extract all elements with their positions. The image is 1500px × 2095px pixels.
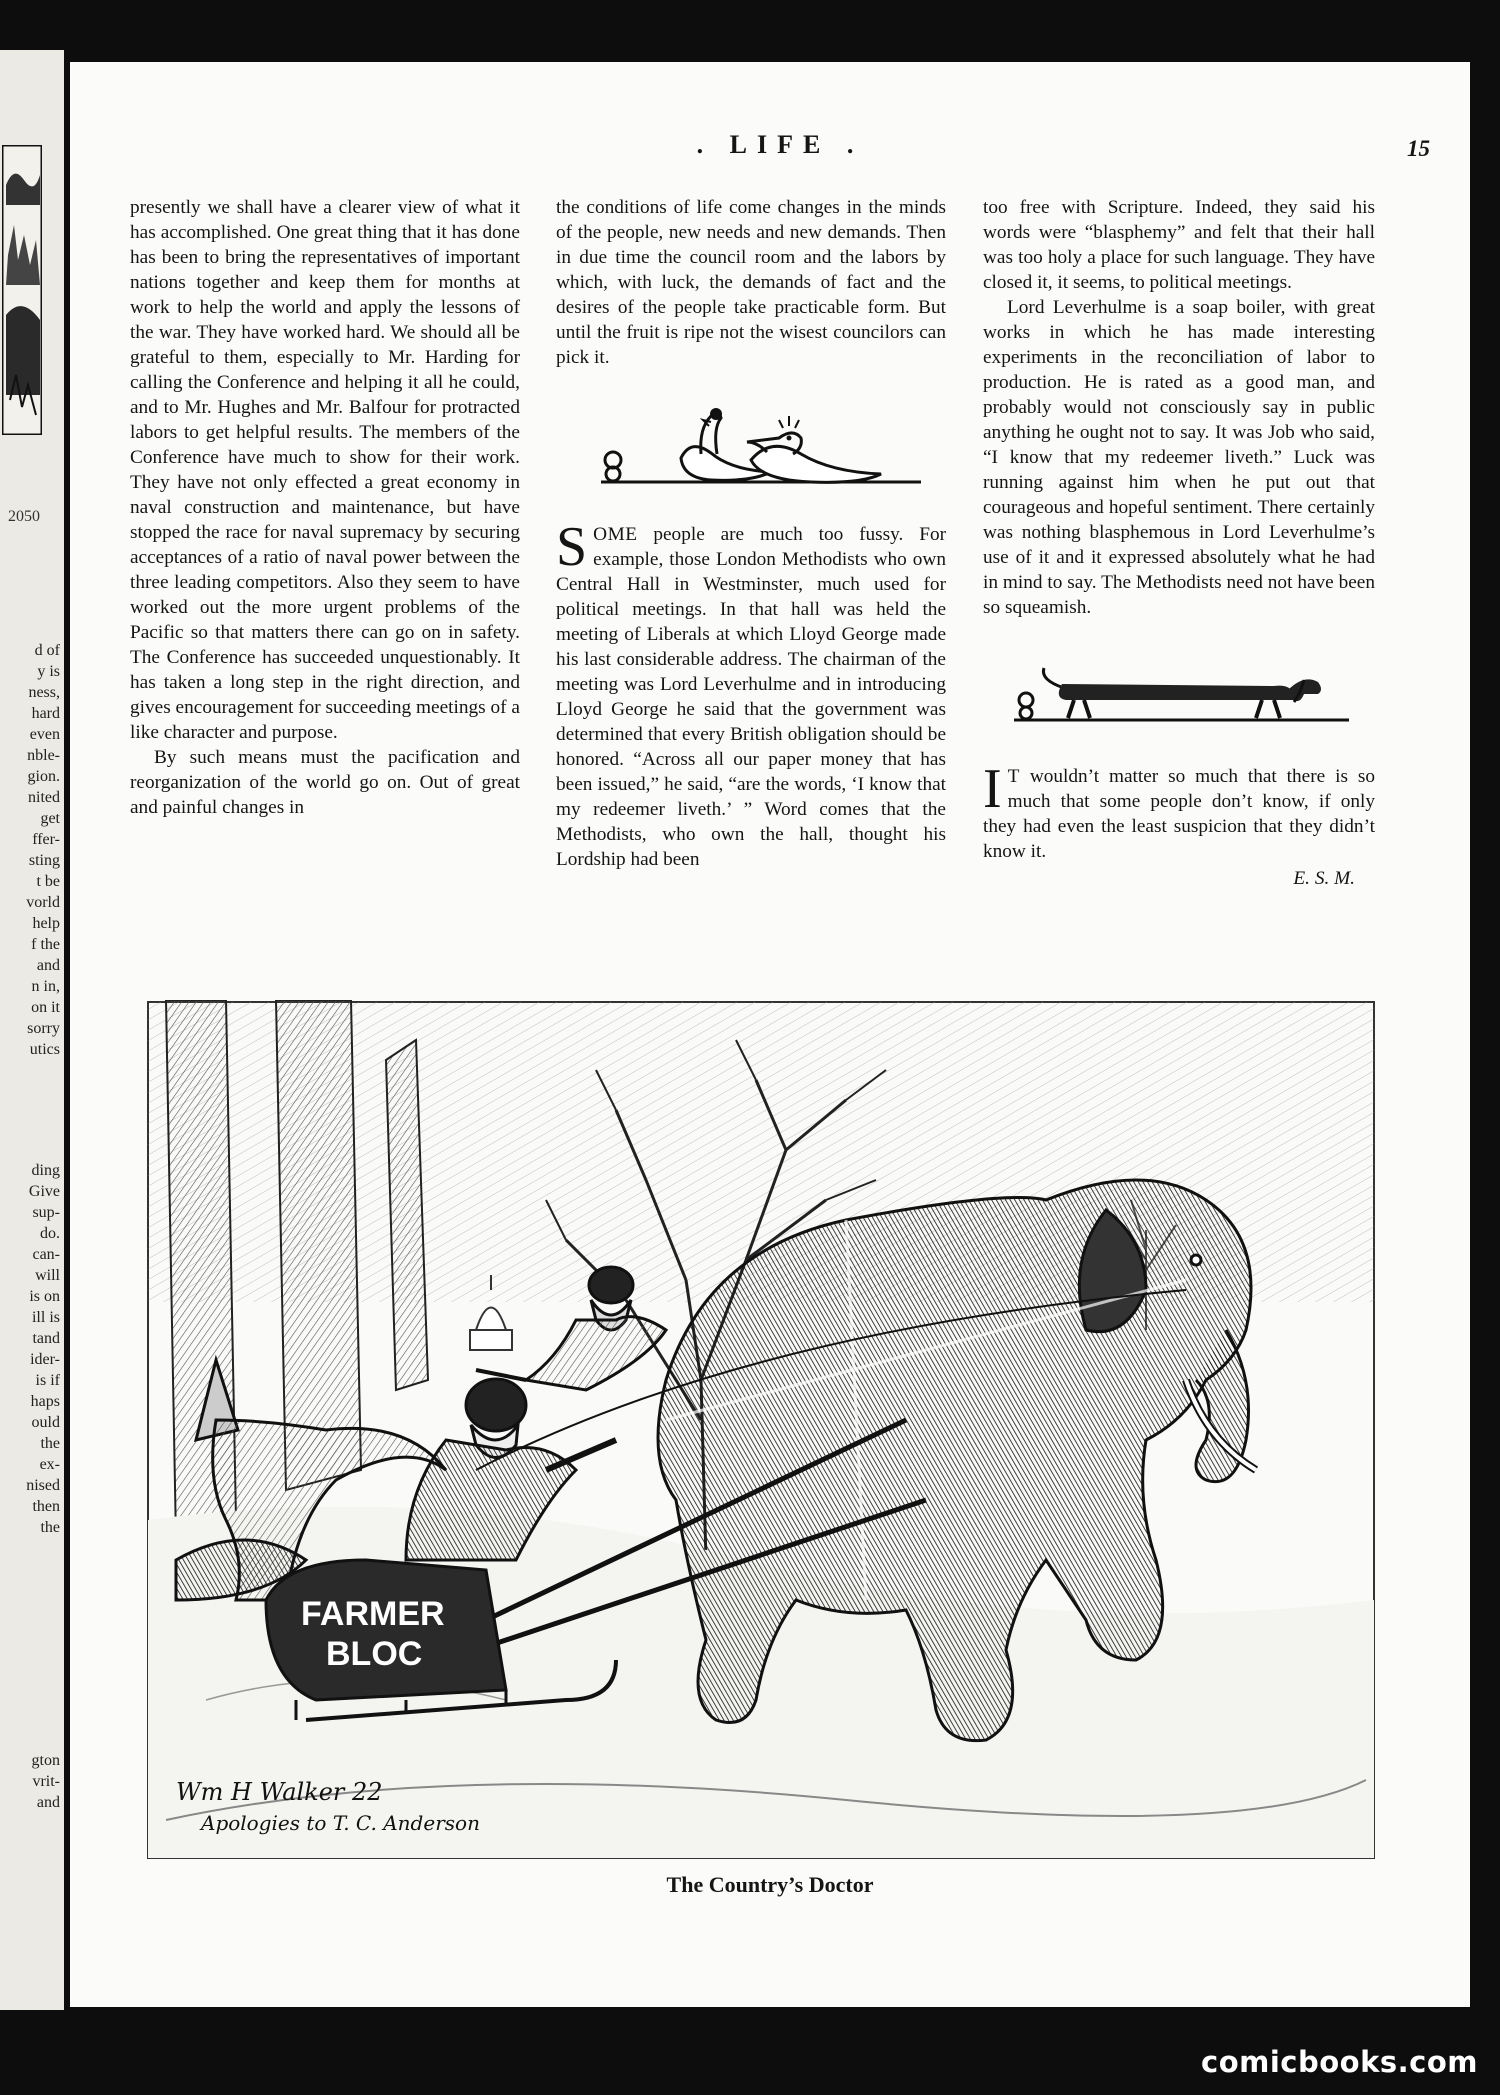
dachshund-ornament-icon [1004, 660, 1354, 726]
previous-page-text-line: can- [32, 1246, 60, 1263]
drop-cap: S [556, 516, 588, 578]
paragraph-body: wouldn’t matter so much that there is so much that some people don’t know, if only they had even the least suspicion that they didn’t know it. [983, 766, 1375, 862]
previous-page-text-line: is if [35, 1372, 60, 1389]
page-number: 15 [1407, 136, 1430, 161]
previous-page-text-line: sup- [32, 1204, 60, 1221]
previous-page-text-line: Give [28, 1183, 60, 1200]
cartoon-caption: The Country’s Doctor [666, 1872, 874, 1897]
paragraph-body: people are much too fussy. For example, those London Methodists who own Central Hall in Westminster, much used for political meetings. In that hall was held the meeting of Liberals at which Lloyd George made his last considerable address. The chairman of the meeting was Lord Leverhulme and in introducing Lloyd George he said that the government was determined that every British obligation should be honored. “Across all our paper money that has been issued,” he said, “are the words, ‘I know that my redeemer liveth.’ ” Word comes that the Methodists, who own the hall, thought his Lordship had been [556, 524, 946, 870]
previous-page-text-line: the [40, 1435, 60, 1452]
previous-page-text-line: haps [30, 1393, 60, 1410]
previous-page-text-line: on it [31, 999, 60, 1016]
artist-apology-note: Apologies to T. C. Anderson [201, 1811, 480, 1835]
previous-page-number: 2050 [8, 508, 40, 525]
previous-page-text-line: ider- [30, 1351, 60, 1368]
previous-page-text-line: ill is [31, 1309, 60, 1326]
previous-page-text-line: sting [28, 852, 60, 869]
previous-page-text-line: help [32, 915, 60, 932]
text-column-1 [130, 195, 520, 820]
previous-page-text-line: is on [29, 1288, 60, 1305]
paragraph: presently we shall have a clearer view of what it has accomplished. One great thing that it has done has been to bring the representatives of important nations together and keep them for months at work to help the world and apply the lessons of the war. They have worked hard. We should all be grateful to them, especially to Mr. Harding for calling the Conference and helping it all he could, and to Mr. Hughes and Mr. Balfour for protracted labors to get helpful results. The members of the Conference have much to show for their work. They have not only effected a great economy in naval construction and maintenance, but have stopped the race for naval supremacy by securing acceptances of a ratio of naval power between the three leading competitors. Also they seem to have worked out the more urgent problems of the Pacific so that matters there can go on in safety. The Conference has succeeded unquestionably. It has taken a long step in the right direction, and gives encouragement for succeeding meetings of a like character and purpose. [130, 197, 520, 743]
previous-page-edge [0, 50, 64, 2010]
previous-page-text-line: f the [31, 936, 60, 953]
previous-page-text-line: then [32, 1498, 60, 1515]
magazine-page [70, 62, 1470, 2007]
previous-page-text-line: and [36, 957, 60, 974]
editorial-cartoon [146, 1000, 1376, 1860]
previous-page-text-line: and [36, 1794, 60, 1811]
previous-page-text-line: do. [40, 1225, 60, 1242]
previous-page-text-line: utics [29, 1041, 60, 1058]
previous-page-text-line: gton [31, 1752, 60, 1769]
previous-page-text-line: d of [34, 642, 60, 659]
drop-cap: I [983, 758, 1002, 820]
paragraph: Lord Leverhulme is a soap boiler, with great works in which he has made interesting experiments in the reconciliation of labor to production. He is rated as a good man, and probably would not consciously say in public anything he ought not to say. It was Job who said, “I know that my redeemer liveth.” Luck was running against him when he put out that courageous and hopeful sentiment. There certainly was nothing blasphemous in Lord Leverhulme’s use of it and it expressed absolutely what he had in mind to say. The Methodists need not have been so squeamish. [983, 297, 1375, 618]
previous-page-text-line: the [40, 1519, 60, 1536]
paragraph: By such means must the pacification and reorganization of the world go on. Out of great and painful changes in [130, 747, 520, 818]
paragraph [556, 516, 946, 872]
previous-page-text-line: vrit- [32, 1773, 60, 1790]
previous-page-text-line: ex- [39, 1456, 60, 1473]
lead-word: T [1007, 766, 1020, 787]
previous-page-text-line: ding [31, 1162, 60, 1179]
geese-ornament-icon [571, 398, 931, 488]
artist-signature: Wm H Walker 22 [176, 1778, 383, 1806]
previous-page-text-line: will [35, 1267, 60, 1284]
previous-page-text-line: gion. [27, 768, 60, 785]
previous-page-text-line: ness, [28, 684, 60, 701]
previous-page-text-line: vorld [26, 894, 60, 911]
paragraph: the conditions of life come changes in the minds of the people, new needs and new demands. Then in due time the council room and the labors by which, with luck, the demands of fact and the desires of the people take practicable form. But until the fruit is ripe not the wisest councilors can pick it. [556, 197, 946, 368]
running-head: . LIFE . [696, 130, 864, 159]
text-column-3 [983, 195, 1375, 891]
tree-trunk [276, 1000, 361, 1490]
author-initials: E. S. M. [1293, 868, 1355, 889]
previous-page-illustration-fragment [2, 145, 42, 435]
lead-word: OME [593, 524, 638, 545]
previous-page-text-line: hard [31, 705, 60, 722]
previous-page-text-line: y is [37, 663, 60, 680]
previous-page-text-line: get [40, 810, 60, 827]
previous-page-text-line: ffer- [32, 831, 60, 848]
previous-page-text-line: nble- [27, 747, 60, 764]
previous-page-text-line: t be [36, 873, 60, 890]
sleigh-label-farmer: FARMER [301, 1595, 445, 1633]
sleigh-label-bloc: BLOC [326, 1635, 423, 1673]
previous-page-text-line: sorry [27, 1020, 60, 1037]
paragraph: too free with Scripture. Indeed, they said his words were “blasphemy” and felt that their hall was too holy a place for such language. They have closed it, it seems, to political meetings. [983, 197, 1375, 293]
previous-page-text-line: ould [31, 1414, 60, 1431]
paragraph [983, 758, 1375, 864]
previous-page-text-line: nised [26, 1477, 60, 1494]
previous-page-text-line: even [29, 726, 60, 743]
previous-page-text-line: tand [32, 1330, 60, 1347]
watermark: comicbooks.com [1201, 2045, 1478, 2079]
text-column-2 [556, 195, 946, 872]
previous-page-text-line: nited [28, 789, 60, 806]
previous-page-text-line: n in, [31, 978, 60, 995]
